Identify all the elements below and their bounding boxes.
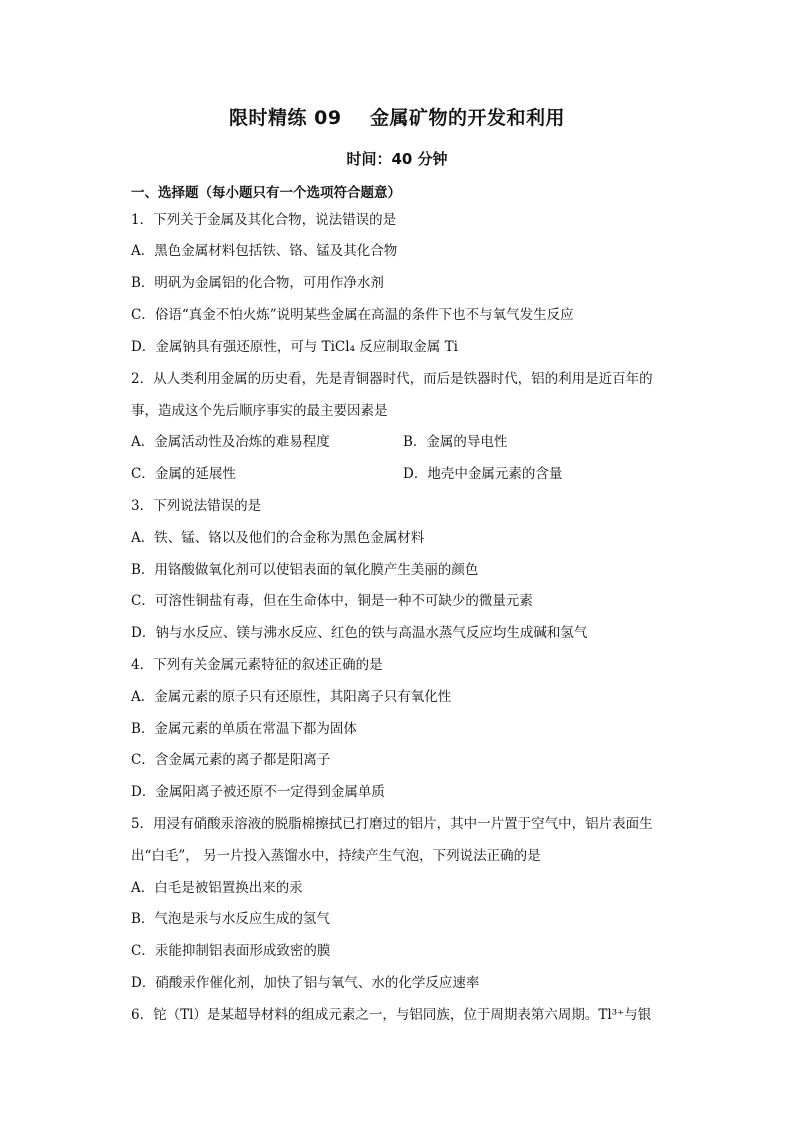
- q1-option-b: B．明矾为金属铝的化合物，可用作净水剂: [131, 275, 384, 291]
- q3-option-c: C．可溶性铜盐有毒，但在生命体中，铜是一种不可缺少的微量元素: [131, 593, 533, 609]
- q1-option-a: A．黑色金属材料包括铁、铬、锰及其化合物: [131, 243, 398, 259]
- q3-option-d: D．钠与水反应、镁与沸水反应、红色的铁与高温水蒸气反应均生成碱和氢气: [131, 625, 588, 641]
- q2-option-b: B．金属的导电性: [403, 434, 508, 450]
- q5-option-c: C．汞能抑制铝表面形成致密的膜: [131, 943, 331, 959]
- q3-option-a: A．铁、锰、铬以及他们的合金称为黑色金属材料: [131, 530, 425, 546]
- q5-stem-line-1: 5．用浸有硝酸汞溶液的脱脂棉擦拭已打磨过的铝片，其中一片置于空气中，铝片表面生: [131, 816, 653, 832]
- q2-stem-line-2: 事，造成这个先后顺序事实的最主要因素是: [131, 403, 388, 419]
- q4-option-c: C．含金属元素的离子都是阳离子: [131, 752, 331, 768]
- q5-option-b: B．气泡是汞与水反应生成的氢气: [131, 911, 330, 927]
- q2-option-c: C．金属的延展性: [131, 466, 236, 482]
- q3-option-b: B．用铬酸做氧化剂可以使铝表面的氧化膜产生美丽的颜色: [131, 562, 479, 578]
- q2-option-a: A．金属活动性及冶炼的难易程度: [131, 434, 330, 450]
- time-limit: 时间：40 分钟: [346, 150, 448, 168]
- q2-option-d: D．地壳中金属元素的含量: [403, 466, 563, 482]
- document-title: 限时精练 09 金属矿物的开发和利用: [228, 107, 565, 129]
- q5-option-a: A．白毛是被铝置换出来的汞: [131, 880, 303, 896]
- section-heading: 一、选择题（每小题只有一个选项符合题意）: [131, 185, 401, 201]
- q1-stem: 1．下列关于金属及其化合物，说法错误的是: [131, 212, 397, 228]
- q5-stem-line-2: 出“白毛”， 另一片投入蒸馏水中，持续产生气泡，下列说法正确的是: [131, 848, 541, 864]
- q5-option-d: D．硝酸汞作催化剂，加快了铝与氧气、水的化学反应速率: [131, 975, 480, 991]
- q4-option-b: B．金属元素的单质在常温下都为固体: [131, 721, 357, 737]
- q1-option-d: D．金属钠具有强还原性，可与 TiCl₄ 反应制取金属 Ti: [131, 339, 458, 355]
- q6-stem-line-1: 6．铊（Tl）是某超导材料的组成元素之一，与铝同族，位于周期表第六周期。Tl³⁺与银: [131, 1007, 652, 1023]
- q2-stem-line-1: 2．从人类利用金属的历史看，先是青铜器时代，而后是铁器时代，铝的利用是近百年的: [131, 371, 653, 387]
- q4-option-d: D．金属阳离子被还原不一定得到金属单质: [131, 784, 385, 800]
- q4-stem: 4．下列有关金属元素特征的叙述正确的是: [131, 657, 383, 673]
- q4-option-a: A．金属元素的原子只有还原性，其阳离子只有氧化性: [131, 689, 452, 705]
- q1-option-c: C．俗语“真金不怕火炼”说明某些金属在高温的条件下也不与氧气发生反应: [131, 307, 574, 323]
- q3-stem: 3．下列说法错误的是: [131, 498, 262, 514]
